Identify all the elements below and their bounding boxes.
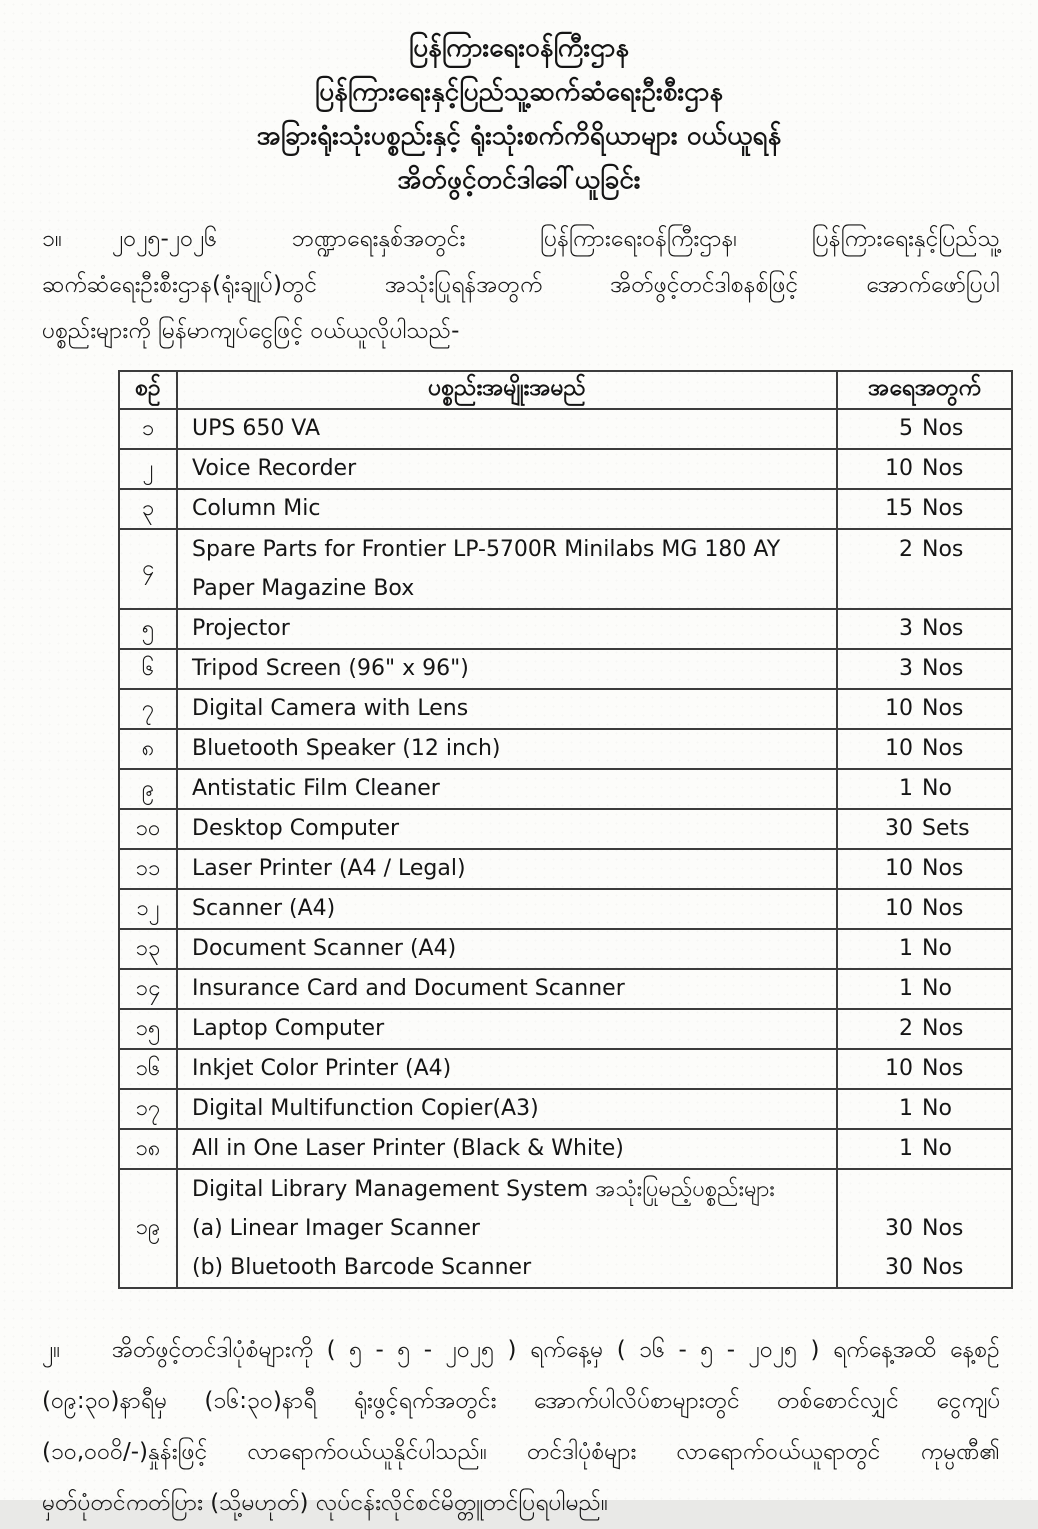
item-text: Insurance Card and Document Scanner <box>192 976 625 1001</box>
title-line-1: ပြန်ကြားရေးဝန်ကြီးဌာန <box>408 33 630 63</box>
table-row <box>119 1129 1012 1169</box>
qty-text <box>838 770 1011 808</box>
paragraph-2-line-4: မှတ်ပုံတင်ကတ်ပြား (သို့မဟုတ်) လုပ်ငန်းလိုင်စင်မိတ္တူတင်ပြရပါမည်။ <box>42 1490 608 1516</box>
row-no: ၁၆ <box>119 1049 177 1089</box>
paragraph-2-text-1: အိတ်ဖွင့်တင်ဒါပုံစံများကို ( ၅ - ၅ - ၂၀၂၅ ) ရက်နေ့မှ ( ၁၆ - ၅ - ၂၀၂၅ ) ရက်နေ့အထိ နေ့စဉ် <box>112 1337 1000 1363</box>
item-text: Projector <box>192 616 290 641</box>
table-row <box>119 889 1012 929</box>
qty-number: 30 <box>885 1255 913 1280</box>
paragraph-2-line-3: (၁၀,၀၀၀ိ/-)နှုန်းဖြင့် လာရောက်ဝယ်ယူနိုင်ပါသည်။ တင်ဒါပုံစံများ လာရောက်ဝယ်ယူရာတွင် ကုမ္ပဏီ၏ <box>42 1439 1000 1465</box>
qty-text <box>838 730 1011 768</box>
qty-text <box>838 690 1011 728</box>
qty-unit: Nos <box>922 656 964 681</box>
row-item <box>177 689 837 729</box>
row-item <box>177 1169 837 1288</box>
item-text: Inkjet Color Printer (A4) <box>192 1056 452 1081</box>
qty-unit: Nos <box>922 696 964 721</box>
qty-text <box>838 1170 1011 1209</box>
paragraph-1-number: ၁။ <box>42 226 62 252</box>
qty-number: 1 <box>899 1096 913 1121</box>
row-item <box>177 1049 837 1089</box>
table-row <box>119 1049 1012 1089</box>
qty-unit: Nos <box>922 496 964 521</box>
paragraph-1-text-1: ၂၀၂၅-၂၀၂၆ ဘဏ္ဍာရေးနှစ်အတွင်း ပြန်ကြားရေးဝန်ကြီးဌာန၊ ပြန်ကြားရေးနှင့်ပြည်သူ့ <box>112 226 1000 252</box>
qty-number: 10 <box>885 1056 913 1081</box>
table-row <box>119 529 1012 609</box>
qty-text <box>838 530 1011 569</box>
qty-text <box>838 1248 1011 1287</box>
qty-number: 10 <box>885 736 913 761</box>
qty-text <box>838 890 1011 928</box>
row-qty <box>837 969 1012 1009</box>
item-text: Bluetooth Speaker (12 inch) <box>192 736 501 761</box>
row-qty <box>837 889 1012 929</box>
qty-number: 10 <box>885 456 913 481</box>
qty-text <box>838 1010 1011 1048</box>
paragraph-1-line-3: ပစ္စည်းများကို မြန်မာကျပ်ငွေဖြင့် ဝယ်ယူလိုပါသည်- <box>42 318 460 344</box>
row-item <box>177 449 837 489</box>
row-qty <box>837 929 1012 969</box>
qty-unit: Nos <box>922 1016 964 1041</box>
item-text: Document Scanner (A4) <box>192 936 457 961</box>
row-item <box>177 849 837 889</box>
table-row <box>119 409 1012 449</box>
item-text: Spare Parts for Frontier LP-5700R Minilabs MG 180 AY <box>192 537 781 562</box>
qty-unit: No <box>922 976 952 1001</box>
row-no: ၁၁ <box>119 849 177 889</box>
qty-number: 1 <box>899 776 913 801</box>
qty-unit: No <box>922 1096 952 1121</box>
row-item <box>177 649 837 689</box>
item-text: Antistatic Film Cleaner <box>192 776 440 801</box>
item-text: Tripod Screen (96" x 96") <box>192 656 469 681</box>
row-no: ၁၈ <box>119 1129 177 1169</box>
paragraph-2-number: ၂။ <box>42 1337 61 1363</box>
row-qty <box>837 729 1012 769</box>
item-text: Desktop Computer <box>192 816 400 841</box>
qty-unit: Nos <box>922 616 964 641</box>
table-row <box>119 689 1012 729</box>
qty-text <box>838 1050 1011 1088</box>
table-row <box>119 849 1012 889</box>
table-row <box>119 1089 1012 1129</box>
row-no: ၁၀ <box>119 809 177 849</box>
qty-text <box>838 930 1011 968</box>
row-item <box>177 769 837 809</box>
item-text: Digital Camera with Lens <box>192 696 469 721</box>
item-text: Column Mic <box>192 496 321 521</box>
qty-text <box>838 1090 1011 1128</box>
qty-number: 15 <box>885 496 913 521</box>
row-no: ၁၃ <box>119 929 177 969</box>
table-row <box>119 649 1012 689</box>
row-qty <box>837 489 1012 529</box>
qty-number: 1 <box>899 1136 913 1161</box>
row-no: ၈ <box>119 729 177 769</box>
item-text: (a) Linear Imager Scanner <box>192 1216 480 1241</box>
qty-text <box>838 650 1011 688</box>
item-text: Digital Library Management System အသုံးပြုမည့်ပစ္စည်းများ <box>192 1177 775 1202</box>
row-no: ၆ <box>119 649 177 689</box>
items-table <box>118 370 1013 1289</box>
item-text: UPS 650 VA <box>192 416 321 441</box>
paragraph-1-line-2: ဆက်ဆံရေးဦးစီးဌာန(ရုံးချုပ်)တွင် အသုံးပြုရန်အတွက် အိတ်ဖွင့်တင်ဒါစနစ်ဖြင့် အောက်ဖော်ပြပါ <box>42 272 1000 298</box>
title-line-2: ပြန်ကြားရေးနှင့်ပြည်သူ့ဆက်ဆံရေးဦးစီးဌာန <box>314 77 724 107</box>
qty-unit: Nos <box>922 456 964 481</box>
item-text: Paper Magazine Box <box>192 576 415 601</box>
qty-unit: No <box>922 1136 952 1161</box>
header-cell-qty: အရေအတွက် <box>837 371 1012 409</box>
qty-number: 2 <box>899 537 913 562</box>
qty-number: 30 <box>885 816 913 841</box>
table-body <box>119 409 1012 1288</box>
table-row <box>119 809 1012 849</box>
table-row <box>119 449 1012 489</box>
row-qty <box>837 1049 1012 1089</box>
qty-number: 1 <box>899 936 913 961</box>
row-qty <box>837 809 1012 849</box>
row-qty <box>837 609 1012 649</box>
qty-number: 1 <box>899 976 913 1001</box>
row-qty <box>837 449 1012 489</box>
row-qty <box>837 529 1012 609</box>
qty-text <box>838 569 1011 608</box>
row-qty <box>837 1129 1012 1169</box>
table-row <box>119 729 1012 769</box>
header-cell-item: ပစ္စည်းအမျိုးအမည် <box>177 371 837 409</box>
row-item <box>177 1009 837 1049</box>
row-item <box>177 1129 837 1169</box>
qty-text <box>838 810 1011 848</box>
qty-unit: Nos <box>922 896 964 921</box>
row-qty <box>837 1009 1012 1049</box>
row-no: ၁၉ <box>119 1169 177 1288</box>
row-qty <box>837 769 1012 809</box>
table-row <box>119 1169 1012 1288</box>
qty-unit: Nos <box>922 1056 964 1081</box>
row-no: ၉ <box>119 769 177 809</box>
qty-number: 30 <box>885 1216 913 1241</box>
qty-unit: Nos <box>922 1216 964 1241</box>
row-item <box>177 489 837 529</box>
paragraph-2-line-2: (၀၉:၃၀)နာရီမှ (၁၆:၃၀)နာရီ ရုံးဖွင့်ရက်အတွင်း အောက်ပါလိပ်စာများတွင် တစ်စောင်လျှင် ငွေကျပ် <box>42 1388 1000 1414</box>
qty-number: 5 <box>899 416 913 441</box>
table-row <box>119 769 1012 809</box>
qty-text <box>838 490 1011 528</box>
qty-number: 10 <box>885 856 913 881</box>
row-no: ၁၅ <box>119 1009 177 1049</box>
row-qty <box>837 409 1012 449</box>
qty-text <box>838 450 1011 488</box>
row-qty <box>837 849 1012 889</box>
qty-unit: Nos <box>922 736 964 761</box>
qty-number: 10 <box>885 896 913 921</box>
paragraph-2 <box>42 1325 1000 1529</box>
document-title <box>0 26 1038 202</box>
header-cell-no: စဉ် <box>119 371 177 409</box>
paragraph-2-line-1 <box>42 1325 1000 1376</box>
table-header-row <box>119 371 1012 409</box>
table-row <box>119 609 1012 649</box>
item-text: Laptop Computer <box>192 1016 385 1041</box>
paragraph-1 <box>42 216 1000 354</box>
row-item <box>177 1089 837 1129</box>
row-qty <box>837 1089 1012 1129</box>
qty-unit: No <box>922 776 952 801</box>
qty-number: 3 <box>899 656 913 681</box>
qty-text <box>838 970 1011 1008</box>
item-text: Digital Multifunction Copier(A3) <box>192 1096 539 1121</box>
qty-unit: Nos <box>922 856 964 881</box>
row-no: ၁ <box>119 409 177 449</box>
row-no: ၁၄ <box>119 969 177 1009</box>
row-no: ၇ <box>119 689 177 729</box>
row-item <box>177 929 837 969</box>
row-item <box>177 529 837 609</box>
table-row <box>119 969 1012 1009</box>
row-item <box>177 969 837 1009</box>
qty-unit: Nos <box>922 416 964 441</box>
item-text: Voice Recorder <box>192 456 357 481</box>
qty-text <box>838 410 1011 448</box>
row-item <box>177 609 837 649</box>
qty-text <box>838 1130 1011 1168</box>
row-item <box>177 409 837 449</box>
qty-text <box>838 610 1011 648</box>
row-no: ၅ <box>119 609 177 649</box>
row-item <box>177 729 837 769</box>
row-no: ၁၂ <box>119 889 177 929</box>
row-qty <box>837 649 1012 689</box>
row-no: ၁၇ <box>119 1089 177 1129</box>
item-text: All in One Laser Printer (Black & White) <box>192 1136 624 1161</box>
qty-text <box>838 850 1011 888</box>
qty-number: 10 <box>885 696 913 721</box>
item-text: Laser Printer (A4 / Legal) <box>192 856 466 881</box>
row-no: ၄ <box>119 529 177 609</box>
qty-unit: Nos <box>922 1255 964 1280</box>
row-no: ၃ <box>119 489 177 529</box>
qty-unit: Nos <box>922 537 964 562</box>
row-item <box>177 889 837 929</box>
qty-unit: Sets <box>922 816 970 841</box>
title-line-3: အခြားရုံးသုံးပစ္စည်းနှင့် ရုံးသုံးစက်ကိရိယာများ ဝယ်ယူရန် <box>256 121 782 151</box>
item-text: Scanner (A4) <box>192 896 336 921</box>
row-qty <box>837 689 1012 729</box>
qty-number: 3 <box>899 616 913 641</box>
qty-unit: No <box>922 936 952 961</box>
paragraph-1-line-1 <box>42 216 1000 262</box>
table-row <box>119 1009 1012 1049</box>
row-item <box>177 809 837 849</box>
item-text: (b) Bluetooth Barcode Scanner <box>192 1255 532 1280</box>
table-row <box>119 929 1012 969</box>
qty-number: 2 <box>899 1016 913 1041</box>
row-qty <box>837 1169 1012 1288</box>
table-row <box>119 489 1012 529</box>
row-no: ၂ <box>119 449 177 489</box>
qty-text <box>838 1209 1011 1248</box>
title-line-4: အိတ်ဖွင့်တင်ဒါခေါ်ယူခြင်း <box>397 165 641 195</box>
